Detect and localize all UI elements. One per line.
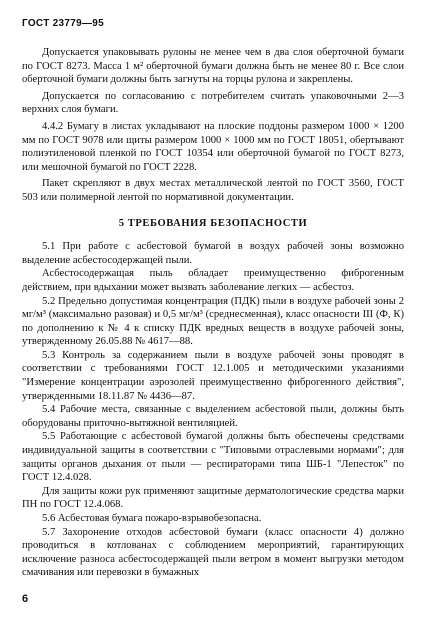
paragraph: 5.2 Предельно допустимая концентрация (ПДК) пыли в воздухе рабочей зоны 2 мг/м³ (максимально разовая) и 0,5 мг/м³ (среднесменная), класс опасности III (Ф, К) по дополнению к № 4 к списку ПДК вредных веществ в воздухе рабочей зоны, утвержденному 26.05.88 № 4617—88. [22, 295, 404, 348]
standard-header: ГОСТ 23779—95 [22, 18, 105, 29]
document-body [22, 46, 404, 580]
paragraph: Асбестосодержащая пыль обладает преимущественно фиброгенным действием, при вдыхании может вызвать заболевание легких — асбестоз. [22, 268, 404, 293]
paragraph: Допускается упаковывать рулоны не менее чем в два слоя оберточной бумаги по ГОСТ 8273. Масса 1 м² оберточной бумаги должна быть не менее 80 г. Все слои оберточной бумаги должны быть загнуты на торцы рулона и закреплены. [22, 47, 404, 86]
paragraph: 5.5 Работающие с асбестовой бумагой должны быть обеспечены средствами индивидуальной защиты в соответствии с "Типовыми отраслевыми нормами"; для защиты органов дыхания от пыли — респираторами типа ШБ-1 "Лепесток" по ГОСТ 12.4.028. [22, 431, 404, 484]
paragraph: Для защиты кожи рук применяют защитные дерматологические средства марки ПН по ГОСТ 12.4.068. [22, 485, 404, 511]
paragraph: Допускается по согласованию с потребителем считать упаковочными 2—3 верхних слоя бумаги. [22, 90, 404, 116]
paragraph: 5.4 Рабочие места, связанные с выделением асбестовой пыли, должны быть оборудованы приточно-вытяжной вентиляцией. [22, 404, 404, 429]
paragraph: 5.1 При работе с асбестовой бумагой в воздух рабочей зоны возможно выделение асбестосодержащей пыли. [22, 241, 404, 266]
paragraph: 5.7 Захоронение отходов асбестовой бумаги (класс опасности 4) должно проводиться в котлованах с соблюдением мероприятий, гарантирующих исключение разноса асбестосодержащей пыли ветром в момент выгрузки методом смачивания или перевозки в бумажных [22, 526, 404, 579]
page-number: 6 [22, 593, 29, 605]
paragraph: 5.3 Контроль за содержанием пыли в воздухе рабочей зоны проводят в соответствии с требованиями ГОСТ 12.1.005 и методическими указаниями "Измерение концентрации аэрозолей преимущественно фиброгенного действия", утвержденными 18.11.87 № 4436—87. [22, 349, 404, 402]
paragraph: 4.4.2 Бумагу в листах укладывают на плоские поддоны размером 1000 × 1200 мм по ГОСТ 9078 или щиты размером 1000 × 1000 мм по ГОСТ 18051, обертывают полиэтиленовой пленкой по ГОСТ 10354 или оберточной бумагой по ГОСТ 8273, или мешочной бумагой по ГОСТ 2228. [22, 120, 404, 173]
section-title: 5 ТРЕБОВАНИЯ БЕЗОПАСНОСТИ [118, 217, 308, 229]
paragraph: 5.6 Асбестовая бумага пожаро-взрывобезопасна. [42, 513, 262, 524]
paragraph: Пакет скрепляют в двух местах металлической лентой по ГОСТ 3560, ГОСТ 503 или полимерной лентой по нормативной документации. [22, 178, 404, 203]
